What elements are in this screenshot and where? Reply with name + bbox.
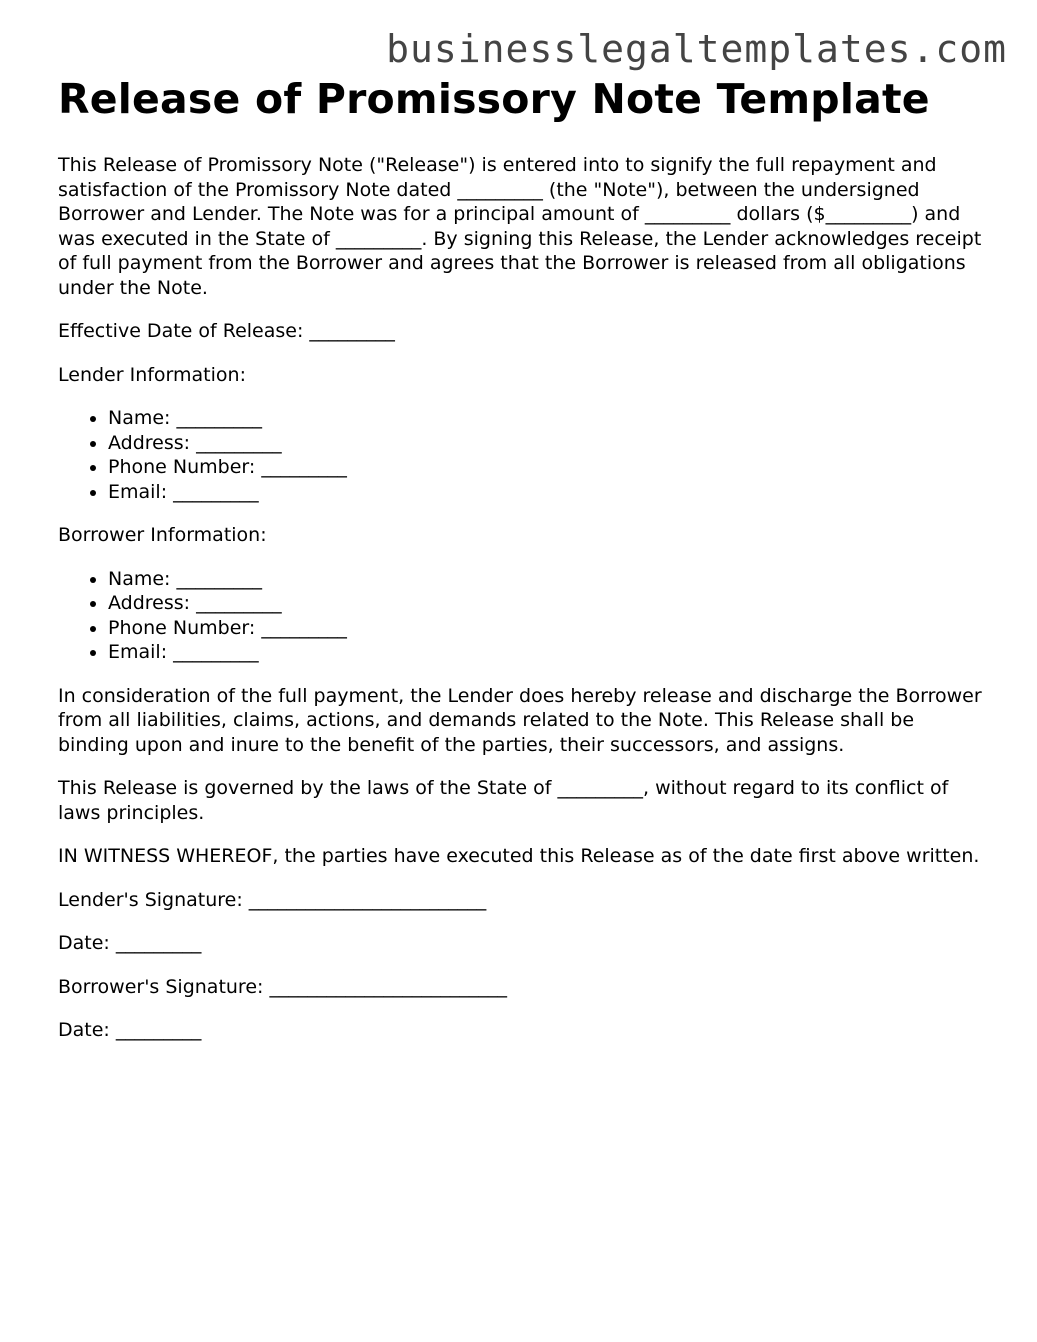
borrower-phone-field: • Phone Number: _________ [108,616,988,641]
lender-address-field: • Address: _________ [108,431,988,456]
borrower-name-field: • Name: _________ [108,567,988,592]
borrower-email-field: • Email: _________ [108,640,988,665]
lender-signature-line: Lender's Signature: _________________________ [58,888,487,911]
page-title: Release of Promissory Note Template [58,75,930,123]
site-watermark: businesslegaltemplates.com [386,27,1007,71]
lender-email-field: • Email: _________ [108,480,988,505]
intro-paragraph: This Release of Promissory Note ("Release") is entered into to signify the full repayment and satisfaction of the Promissory Note dated _________ (the "Note"), between the undersigned Borrower and Lender. The Note was for a principal amount of _________ dollars ($_________) and was executed in the State of _________. By signing this Release, the Lender acknowledges receipt of full payment from the Borrower and agrees that the Borrower is released from all obligations under the Note. [58,154,982,299]
lender-date-line: Date: _________ [58,932,202,955]
witness-paragraph: IN WITNESS WHEREOF, the parties have executed this Release as of the date first above written. [58,845,980,868]
governing-law-paragraph: This Release is governed by the laws of the State of _________, without regard to its conflict of laws principles. [58,777,949,824]
lender-info-heading: Lender Information: [58,363,246,386]
borrower-signature-line: Borrower's Signature: _________________________ [58,975,507,998]
consideration-paragraph: In consideration of the full payment, the Lender does hereby release and discharge the Borrower from all liabilities, claims, actions, and demands related to the Note. This Release shall be binding upon and inure to the benefit of the parties, their successors, and assigns. [58,684,982,756]
borrower-date-line: Date: _________ [58,1019,202,1042]
document-page [58,76,988,1062]
lender-phone-field: • Phone Number: _________ [108,455,988,480]
lender-info-list [58,406,988,504]
borrower-info-list [58,567,988,665]
borrower-info-heading: Borrower Information: [58,524,267,547]
effective-date-line: Effective Date of Release: _________ [58,320,395,343]
borrower-address-field: • Address: _________ [108,591,988,616]
lender-name-field: • Name: _________ [108,406,988,431]
